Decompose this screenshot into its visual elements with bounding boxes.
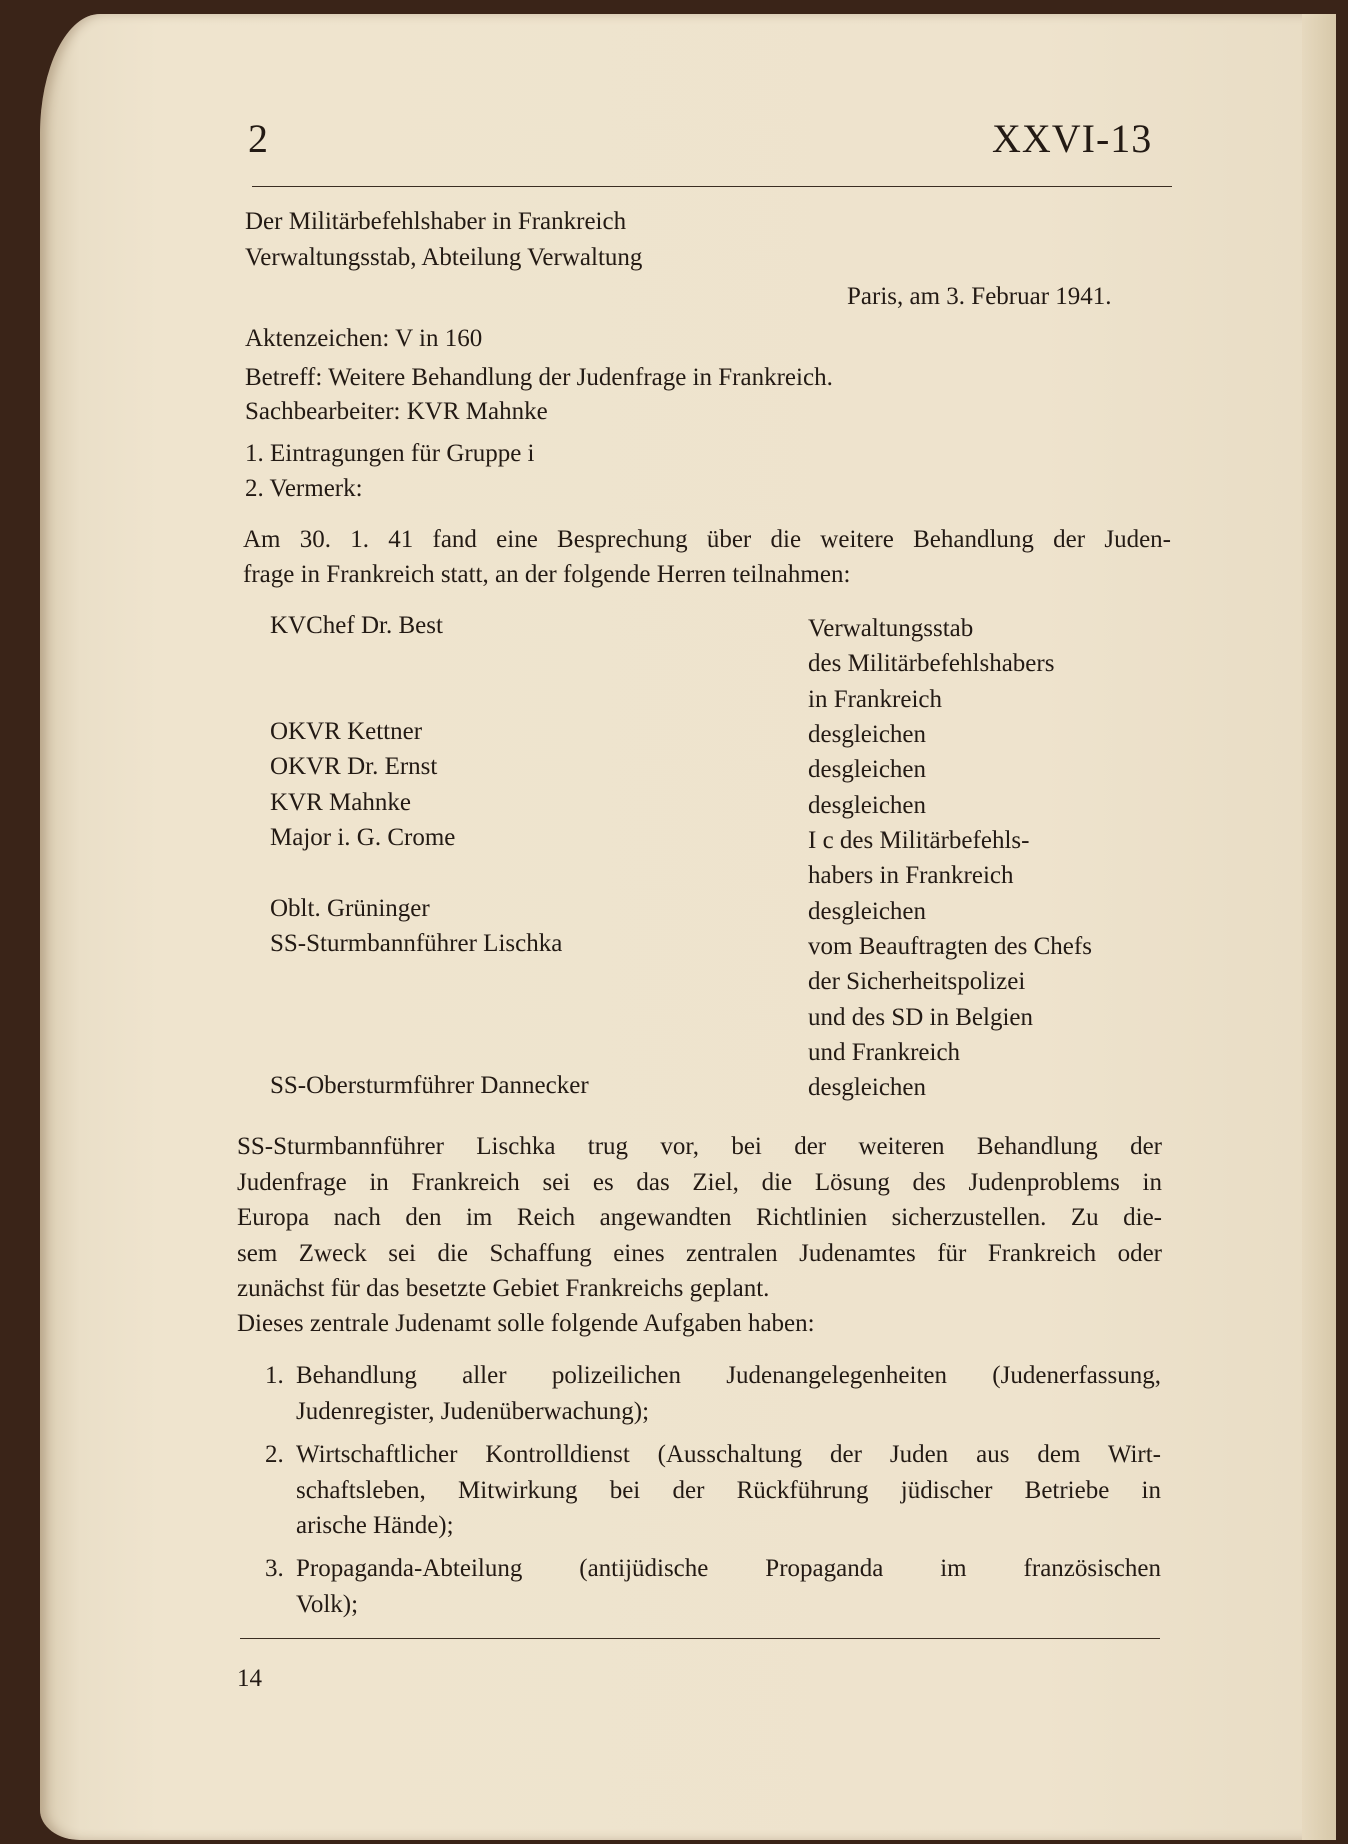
page-number-top: 2: [248, 116, 269, 161]
participant-name: SS-Sturmbannführer Lischka: [270, 930, 563, 957]
task-line: Wirtschaftlicher Kontrolldienst (Ausschaltung der Juden aus dem Wirt-: [296, 1441, 1161, 1468]
participant-role: desgleichen: [808, 721, 927, 748]
participant-name: OKVR Dr. Ernst: [270, 753, 438, 780]
place-date: Paris, am 3. Februar 1941.: [847, 283, 1112, 310]
page-number-bottom: 14: [237, 1665, 262, 1692]
participant-name: OKVR Kettner: [270, 718, 423, 745]
sachbearbeiter: Sachbearbeiter: KVR Mahnke: [245, 398, 548, 425]
task-line: Behandlung aller polizeilichen Judenangelegenheiten (Judenerfassung,: [296, 1362, 1161, 1389]
task-line: arische Hände);: [296, 1512, 454, 1539]
participant-role: desgleichen: [808, 756, 927, 783]
participant-name: KVR Mahnke: [270, 789, 411, 816]
participant-role: Verwaltungsstab: [808, 615, 974, 642]
betreff: Betreff: Weitere Behandlung der Judenfrage in Frankreich.: [245, 364, 833, 391]
task-line: Volk);: [296, 1591, 359, 1618]
task-line: schaftsleben, Mitwirkung bei der Rückführung jüdischer Betriebe in: [296, 1477, 1161, 1504]
task-line: Judenregister, Judenüberwachung);: [296, 1398, 650, 1425]
participant-role: vom Beauftragten des Chefs: [808, 933, 1092, 960]
intro-line-1: Am 30. 1. 41 fand eine Besprechung über die weitere Behandlung der Juden-: [243, 526, 1171, 553]
body-line: SS-Sturmbannführer Lischka trug vor, bei der weiteren Behandlung der: [237, 1133, 1162, 1160]
participant-role: desgleichen: [808, 792, 927, 819]
tasks-intro: Dieses zentrale Judenamt solle folgende Aufgaben haben:: [237, 1310, 815, 1337]
footer-rule: [240, 1638, 1160, 1639]
aktenzeichen: Aktenzeichen: V in 160: [245, 325, 483, 352]
body-line: Judenfrage in Frankreich sei es das Ziel, die Lösung des Judenproblems in: [237, 1169, 1162, 1196]
participant-role: der Sicherheitspolizei: [808, 968, 1026, 995]
document-code: XXVI-13: [992, 116, 1153, 161]
body-line: Europa nach den im Reich angewandten Richtlinien sicherzustellen. Zu die-: [237, 1204, 1162, 1231]
body-line: sem Zweck sei die Schaffung eines zentralen Judenamtes für Frankreich oder: [237, 1240, 1162, 1267]
header-rule: [252, 186, 1172, 187]
entry-item-1: 1. Eintragungen für Gruppe i: [245, 440, 535, 467]
participant-role: I c des Militärbefehls-: [808, 827, 1030, 854]
participant-role: des Militärbefehlshabers: [808, 650, 1055, 677]
task-line: Propaganda-Abteilung (antijüdische Propaganda im französischen: [296, 1555, 1161, 1582]
participant-role: und Frankreich: [808, 1039, 961, 1066]
participant-name: Major i. G. Crome: [270, 824, 456, 851]
participant-name: Oblt. Grüninger: [270, 895, 430, 922]
participant-role: desgleichen: [808, 1074, 927, 1101]
body-line: zunächst für das besetzte Gebiet Frankreichs geplant.: [237, 1275, 770, 1302]
entry-item-2: 2. Vermerk:: [245, 475, 363, 502]
letterhead-line-2: Verwaltungsstab, Abteilung Verwaltung: [245, 244, 643, 271]
participant-role: habers in Frankreich: [808, 862, 1014, 889]
participant-role: desgleichen: [808, 898, 927, 925]
letterhead-line-1: Der Militärbefehlshaber in Frankreich: [245, 208, 627, 235]
task-number: 1.: [265, 1362, 284, 1389]
participant-role: und des SD in Belgien: [808, 1004, 1033, 1031]
page-edge: [1302, 14, 1336, 1840]
task-number: 2.: [265, 1441, 284, 1468]
participant-name: SS-Obersturmführer Dannecker: [270, 1072, 589, 1099]
participant-role: in Frankreich: [808, 686, 942, 713]
task-number: 3.: [265, 1555, 284, 1582]
participant-name: KVChef Dr. Best: [270, 612, 443, 639]
intro-line-2: frage in Frankreich statt, an der folgende Herren teilnahmen:: [243, 561, 851, 588]
